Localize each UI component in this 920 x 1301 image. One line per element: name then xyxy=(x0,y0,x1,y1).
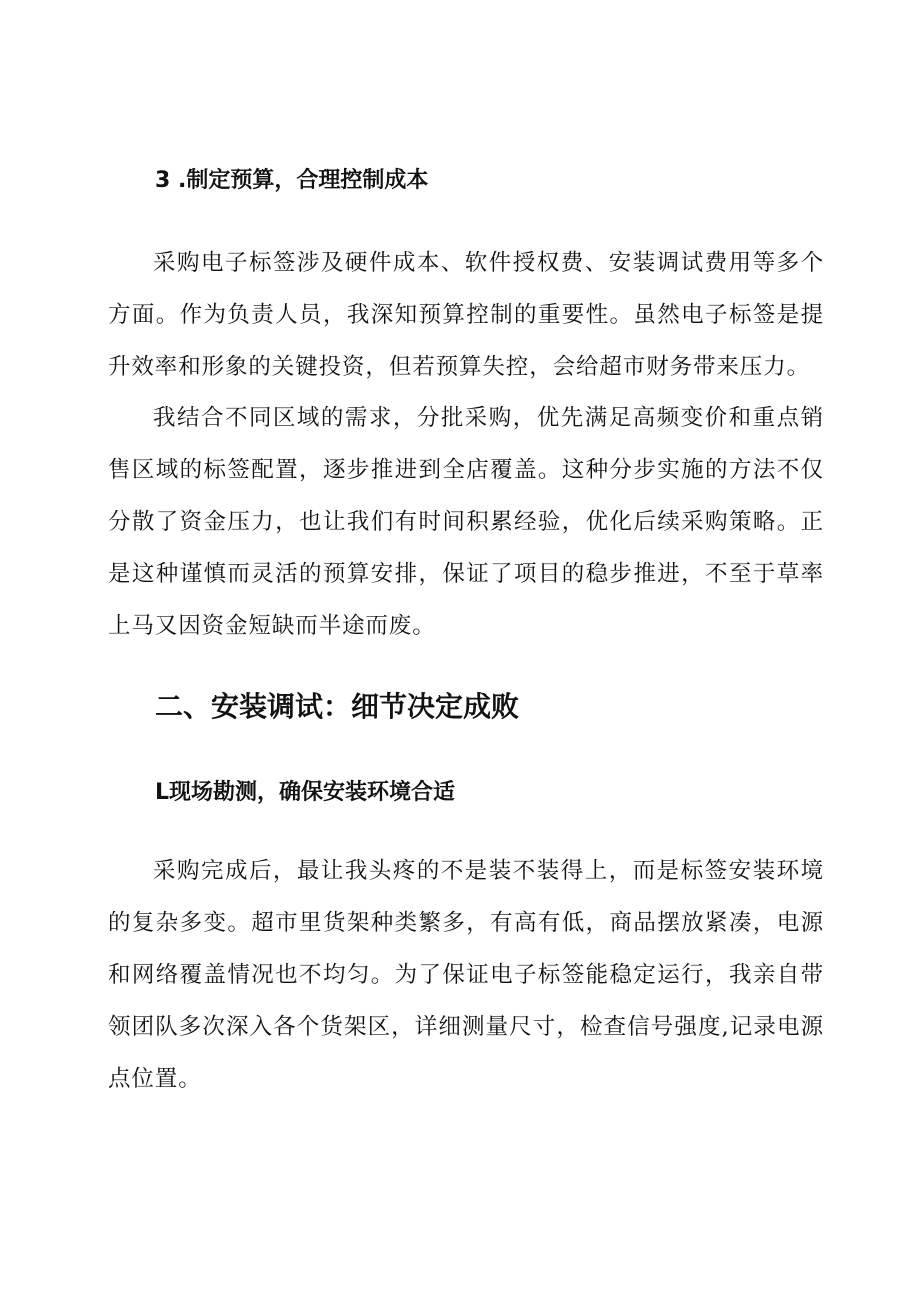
section-heading-installation: 二、安装调试：细节决定成败 xyxy=(155,690,520,723)
paragraph-site-survey: 采购完成后，最让我头疼的不是装不装得上，而是标签安装环境的复杂多变。超市里货架种类繁多，有高有低，商品摆放紧凑，电源和网络覆盖情况也不均匀。为了保证电子标签能稳定运行，我亲自带领团队多次深入各个货架区，详细测量尺寸，检查信号强度,记录电源点位置。 xyxy=(108,858,824,1092)
paragraph-budget-costs: 采购电子标签涉及硬件成本、软件授权费、安装调试费用等多个方面。作为负责人员，我深知预算控制的重要性。虽然电子标签是提升效率和形象的关键投资，但若预算失控，会给超市财务带来压力。 xyxy=(108,250,824,380)
paragraph-phased-procurement: 我结合不同区域的需求，分批采购，优先满足高频变价和重点销售区域的标签配置，逐步推进到全店覆盖。这种分步实施的方法不仅分散了资金压力，也让我们有时间积累经验，优化后续采购策略。正是这种谨慎而灵活的预算安排，保证了项目的稳步推进，不至于草率上马又因资金短缺而半途而废。 xyxy=(108,405,824,639)
subheading-site-survey: L现场勘测，确保安装环境合适 xyxy=(155,780,456,805)
subheading-budget: 3 .制定预算，合理控制成本 xyxy=(155,168,429,193)
